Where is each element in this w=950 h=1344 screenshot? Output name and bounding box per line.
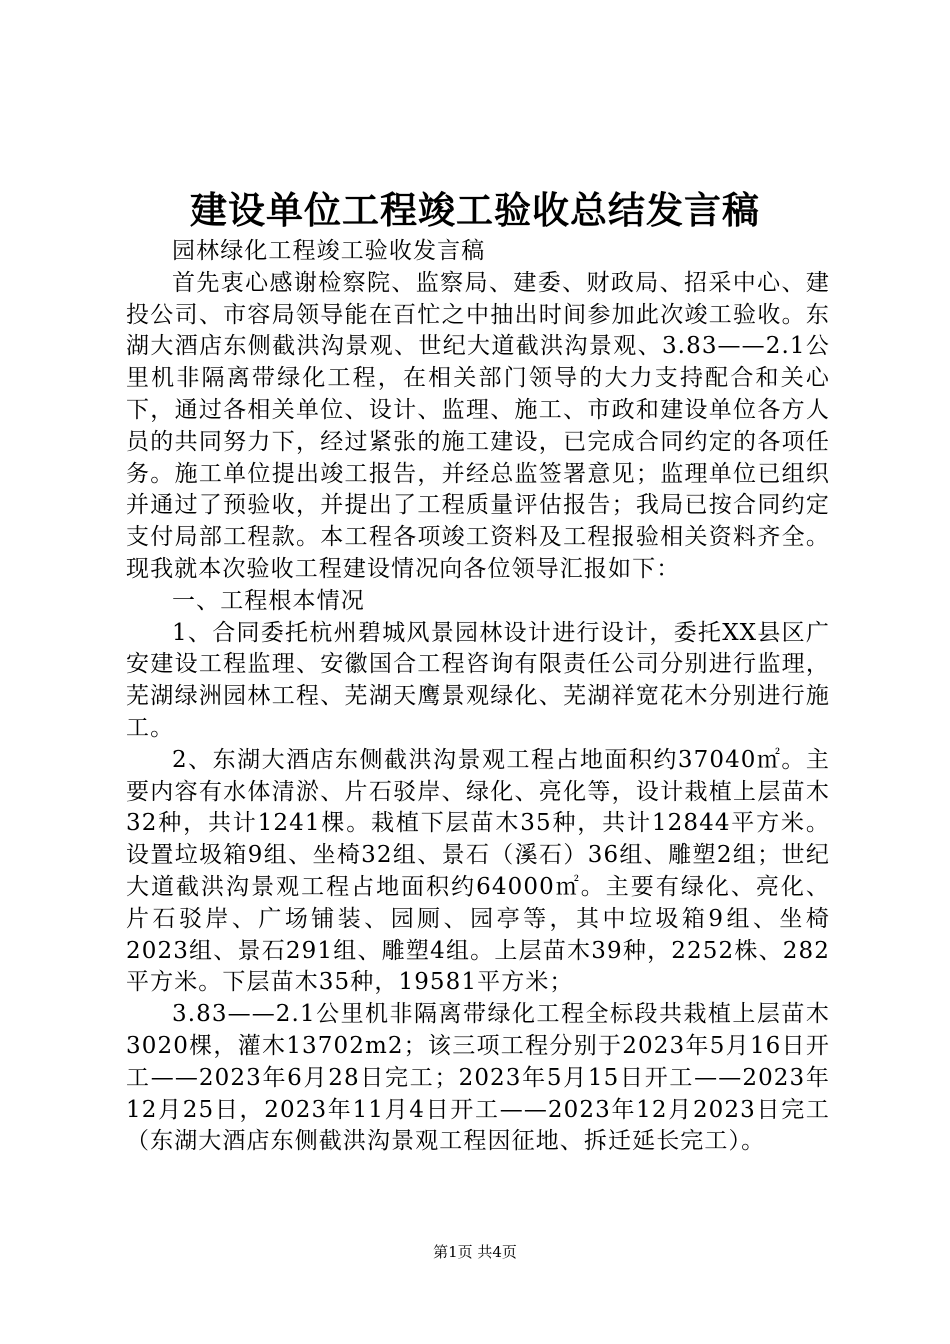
subtitle-paragraph: 园林绿化工程竣工验收发言稿	[172, 238, 486, 264]
document-body	[126, 236, 830, 1158]
section-heading: 一、工程根本情况	[172, 587, 365, 614]
body-paragraph: 3.83——2.1公里机非隔离带绿化工程全标段共栽植上层苗木3020棵，灌木13702m2；该三项工程分别于2023年5月16日开工——2023年6月28日完工；2023年5月15日开工——2023年12月25日，2023年11月4日开工——2023年12月2023日完工（东湖大酒店东侧截洪沟景观工程因征地、拆迁延长完工）。	[126, 1001, 830, 1155]
body-paragraph: 2、东湖大酒店东侧截洪沟景观工程占地面积约37040㎡。主要内容有水体清淤、片石驳岸、绿化、亮化等，设计栽植上层苗木32种，共计1241棵。栽植下层苗木35种，共计12844平方米。设置垃圾箱9组、坐椅32组、景石（溪石）36组、雕塑2组；世纪大道截洪沟景观工程占地面积约64000㎡。主要有绿化、亮化、片石驳岸、广场铺装、园厕、园亭等，其中垃圾箱9组、坐椅2023组、景石291组、雕塑4组。上层苗木39种，2252株、282平方米。下层苗木35种，19581平方米；	[126, 746, 830, 996]
page-footer: 第1页 共4页	[433, 1243, 517, 1261]
body-paragraph: 首先衷心感谢检察院、监察局、建委、财政局、招采中心、建投公司、市容局领导能在百忙之中抽出时间参加此次竣工验收。东湖大酒店东侧截洪沟景观、世纪大道截洪沟景观、3.83——2.1公里机非隔离带绿化工程，在相关部门领导的大力支持配合和关心下，通过各相关单位、设计、监理、施工、市政和建设单位各方人员的共同努力下，经过紧张的施工建设，已完成合同约定的各项任务。施工单位提出竣工报告，并经总监签署意见；监理单位已组织并通过了预验收，并提出了工程质量评估报告；我局已按合同约定支付局部工程款。本工程各项竣工资料及工程报验相关资料齐全。现我就本次验收工程建设情况向各位领导汇报如下：	[126, 269, 830, 582]
document-title: 建设单位工程竣工验收总结发言稿	[190, 188, 760, 232]
body-paragraph: 1、合同委托杭州碧城风景园林设计进行设计，委托XX县区广安建设工程监理、安徽国合工程咨询有限责任公司分别进行监理，芜湖绿洲园林工程、芜湖天鹰景观绿化、芜湖祥宽花木分别进行施工。	[126, 619, 830, 741]
